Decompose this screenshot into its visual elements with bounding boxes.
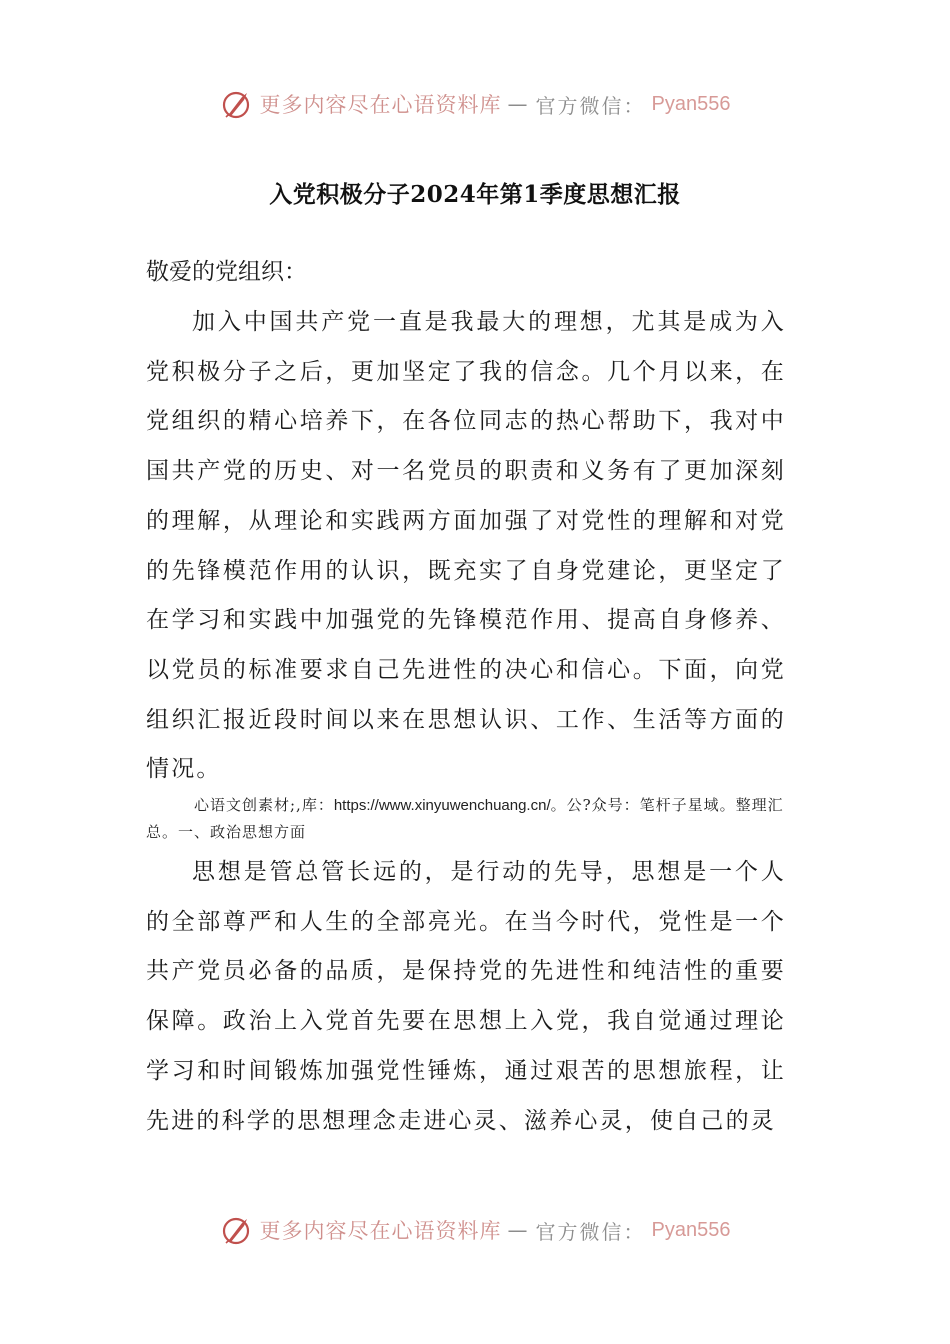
note-prefix: 心语文创素材;,库：: [194, 796, 334, 814]
brand-text: 更多内容尽在心语资料库: [259, 1219, 502, 1243]
paragraph-text: 加入中国共产党一直是我最大的理想，尤其是成为入党积极分子之后，更加坚定了我的信念。几个月以来，在党组织的精心培养下，在各位同志的热心帮助下，我对中国共产党的历史、对一名党员的职责和义务有了更加深刻的理解，从理论和实践两方面加强了对党性的理解和对党的先锋模范作用的认识，既充实了自身党建论，更坚定了在学习和实践中加强党的先锋模范作用、提高自身修养、以党员的标准要求自己先进性的决心和信心。下面，向党组织汇报近段时间以来在思想认识、工作、生活等方面的情况。: [146, 309, 786, 783]
brand-separator: —: [507, 1218, 530, 1242]
wechat-label: 官方微信：: [535, 1219, 646, 1244]
note-suffix: 。公?众号：笔杆子星域。整理汇总。一、政治思想方面: [146, 796, 784, 841]
paragraph-text: 思想是管总管长远的，是行动的先导，思想是一个人的全部尊严和人生的全部亮光。在当今时代，党性是一个共产党员必备的品质，是保持党的先进性和纯洁性的重要保障。政治上入党首先要在思想上入党，我自觉通过理论学习和时间锻炼加强党性锤炼，通过艰苦的思想旅程，让先进的科学的思想理念走进心灵、滋养心灵，使自己的灵: [146, 859, 786, 1134]
brand-separator: —: [507, 92, 530, 116]
brand-text: 更多内容尽在心语资料库: [259, 93, 502, 117]
source-url-link[interactable]: https://www.xinyuwenchuang.cn/: [333, 797, 551, 814]
document-title: 入党积极分子2024年第1季度思想汇报: [269, 181, 681, 208]
wechat-label: 官方微信：: [535, 93, 646, 118]
body-paragraph-2: [146, 848, 786, 1146]
wechat-id: Pyan556: [651, 92, 731, 115]
source-note: [146, 792, 790, 846]
body-paragraph-1: [146, 298, 786, 795]
salutation: 敬爱的党组织：: [146, 259, 307, 285]
pen-nib-circle-icon: [220, 1213, 254, 1247]
wechat-id: Pyan556: [651, 1218, 731, 1241]
source-note-text: [146, 792, 790, 846]
footer-watermark-banner: [0, 1210, 950, 1250]
header-watermark-banner: [0, 84, 950, 124]
pen-nib-circle-icon: [220, 87, 254, 121]
